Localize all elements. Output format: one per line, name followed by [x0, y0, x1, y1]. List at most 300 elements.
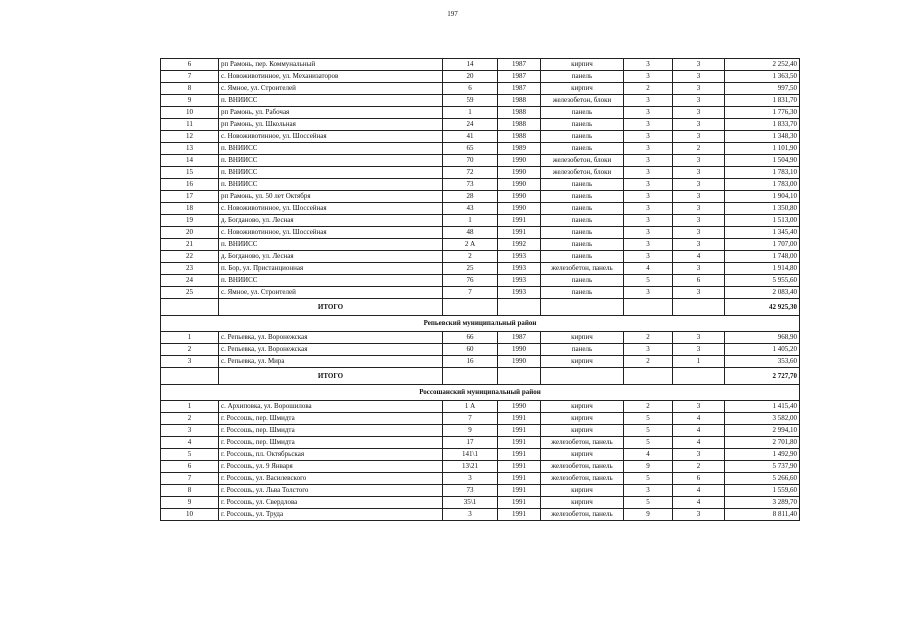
- area-cell: 1 504,90: [725, 155, 800, 167]
- address-cell: г. Россошь, ул. Василевского: [219, 473, 443, 485]
- area-cell: 1 345,40: [725, 227, 800, 239]
- wall-material-cell: кирпич: [541, 332, 624, 344]
- total-empty-cell: [443, 299, 498, 316]
- house-number-cell: 20: [443, 71, 498, 83]
- floors-count-cell: 3: [624, 167, 673, 179]
- area-cell: 1 783,10: [725, 167, 800, 179]
- district-header-row: [161, 316, 800, 332]
- row-number-cell: 4: [161, 437, 219, 449]
- total-row: [161, 299, 800, 316]
- house-number-cell: 70: [443, 155, 498, 167]
- entrances-count-cell: 3: [673, 107, 725, 119]
- wall-material-cell: панель: [541, 179, 624, 191]
- floors-count-cell: 3: [624, 95, 673, 107]
- wall-material-cell: панель: [541, 344, 624, 356]
- house-number-cell: 48: [443, 227, 498, 239]
- table-row: [161, 59, 800, 71]
- table-row: [161, 332, 800, 344]
- floors-count-cell: 5: [624, 437, 673, 449]
- wall-material-cell: панель: [541, 239, 624, 251]
- area-cell: 1 707,00: [725, 239, 800, 251]
- entrances-count-cell: 3: [673, 131, 725, 143]
- address-cell: рп Рамонь, ул. 50 лет Октября: [219, 191, 443, 203]
- page-number: 197: [447, 10, 458, 18]
- area-cell: 1 101,90: [725, 143, 800, 155]
- address-cell: п. ВНИИСС: [219, 155, 443, 167]
- area-cell: 1 776,30: [725, 107, 800, 119]
- entrances-count-cell: 4: [673, 437, 725, 449]
- address-cell: г. Россошь, пер. Шмидта: [219, 425, 443, 437]
- floors-count-cell: 3: [624, 287, 673, 299]
- row-number-cell: 22: [161, 251, 219, 263]
- year-built-cell: 1990: [498, 356, 541, 368]
- row-number-cell: 1: [161, 332, 219, 344]
- row-number-cell: 12: [161, 131, 219, 143]
- floors-count-cell: 3: [624, 227, 673, 239]
- table-row: [161, 83, 800, 95]
- row-number-cell: 23: [161, 263, 219, 275]
- area-cell: 353,60: [725, 356, 800, 368]
- entrances-count-cell: 3: [673, 119, 725, 131]
- floors-count-cell: 3: [624, 107, 673, 119]
- entrances-count-cell: 4: [673, 413, 725, 425]
- row-number-cell: 5: [161, 449, 219, 461]
- year-built-cell: 1988: [498, 107, 541, 119]
- area-cell: 1 415,40: [725, 401, 800, 413]
- area-cell: 3 289,70: [725, 497, 800, 509]
- row-number-cell: 19: [161, 215, 219, 227]
- wall-material-cell: железобетон, панель: [541, 509, 624, 521]
- table-row: [161, 437, 800, 449]
- house-number-cell: 7: [443, 413, 498, 425]
- table-row: [161, 107, 800, 119]
- house-number-cell: 73: [443, 179, 498, 191]
- wall-material-cell: кирпич: [541, 356, 624, 368]
- entrances-count-cell: 4: [673, 485, 725, 497]
- entrances-count-cell: 6: [673, 275, 725, 287]
- house-number-cell: 43: [443, 203, 498, 215]
- table-row: [161, 263, 800, 275]
- table-row: [161, 95, 800, 107]
- district-header-row: [161, 385, 800, 401]
- table-row: [161, 191, 800, 203]
- table-row: [161, 203, 800, 215]
- total-value: 2 727,70: [725, 368, 800, 385]
- row-number-cell: 18: [161, 203, 219, 215]
- table-row: [161, 143, 800, 155]
- row-number-cell: 24: [161, 275, 219, 287]
- floors-count-cell: 3: [624, 191, 673, 203]
- house-number-cell: 2: [443, 251, 498, 263]
- floors-count-cell: 9: [624, 509, 673, 521]
- floors-count-cell: 3: [624, 131, 673, 143]
- entrances-count-cell: 3: [673, 227, 725, 239]
- entrances-count-cell: 3: [673, 203, 725, 215]
- year-built-cell: 1991: [498, 497, 541, 509]
- wall-material-cell: железобетон, панель: [541, 461, 624, 473]
- house-number-cell: 59: [443, 95, 498, 107]
- table-row: [161, 485, 800, 497]
- address-cell: п. ВНИИСС: [219, 143, 443, 155]
- area-cell: 1 833,70: [725, 119, 800, 131]
- address-cell: рп Рамонь, пер. Коммунальный: [219, 59, 443, 71]
- floors-count-cell: 9: [624, 461, 673, 473]
- row-number-cell: 6: [161, 59, 219, 71]
- wall-material-cell: кирпич: [541, 449, 624, 461]
- entrances-count-cell: 3: [673, 83, 725, 95]
- row-number-cell: 6: [161, 461, 219, 473]
- table-row: [161, 167, 800, 179]
- address-cell: с. Новоживотинное, ул. Механизаторов: [219, 71, 443, 83]
- row-number-cell: 20: [161, 227, 219, 239]
- district-name: Репьевский муниципальный район: [161, 316, 800, 332]
- wall-material-cell: панель: [541, 215, 624, 227]
- area-cell: 8 811,40: [725, 509, 800, 521]
- entrances-count-cell: 3: [673, 509, 725, 521]
- house-number-cell: 76: [443, 275, 498, 287]
- address-cell: г. Россошь, ул. 9 Января: [219, 461, 443, 473]
- total-empty-cell: [624, 368, 673, 385]
- area-cell: 2 701,80: [725, 437, 800, 449]
- house-number-cell: 73: [443, 485, 498, 497]
- wall-material-cell: железобетон, панель: [541, 437, 624, 449]
- address-cell: с. Ямное, ул. Строителей: [219, 83, 443, 95]
- wall-material-cell: железобетон, панель: [541, 263, 624, 275]
- area-cell: 5 955,60: [725, 275, 800, 287]
- entrances-count-cell: 3: [673, 239, 725, 251]
- address-cell: рп Рамонь, ул. Школьная: [219, 119, 443, 131]
- year-built-cell: 1993: [498, 275, 541, 287]
- area-cell: 2 252,40: [725, 59, 800, 71]
- area-cell: 1 405,20: [725, 344, 800, 356]
- wall-material-cell: панель: [541, 191, 624, 203]
- year-built-cell: 1993: [498, 251, 541, 263]
- year-built-cell: 1991: [498, 485, 541, 497]
- year-built-cell: 1993: [498, 263, 541, 275]
- area-cell: 1 559,60: [725, 485, 800, 497]
- year-built-cell: 1987: [498, 59, 541, 71]
- entrances-count-cell: 3: [673, 179, 725, 191]
- entrances-count-cell: 3: [673, 287, 725, 299]
- table-row: [161, 356, 800, 368]
- area-cell: 5 737,90: [725, 461, 800, 473]
- floors-count-cell: 5: [624, 497, 673, 509]
- entrances-count-cell: 3: [673, 215, 725, 227]
- house-number-cell: 9: [443, 425, 498, 437]
- wall-material-cell: железобетон, блоки: [541, 167, 624, 179]
- row-number-cell: 3: [161, 425, 219, 437]
- row-number-cell: 8: [161, 485, 219, 497]
- total-empty-cell: [498, 299, 541, 316]
- table-row: [161, 275, 800, 287]
- row-number-cell: 16: [161, 179, 219, 191]
- table-row: [161, 119, 800, 131]
- entrances-count-cell: 3: [673, 449, 725, 461]
- row-number-cell: 25: [161, 287, 219, 299]
- house-number-cell: 60: [443, 344, 498, 356]
- entrances-count-cell: 3: [673, 155, 725, 167]
- entrances-count-cell: 3: [673, 332, 725, 344]
- table-row: [161, 425, 800, 437]
- house-number-cell: 66: [443, 332, 498, 344]
- area-cell: 1 914,80: [725, 263, 800, 275]
- row-number-cell: 13: [161, 143, 219, 155]
- area-cell: 1 363,50: [725, 71, 800, 83]
- house-number-cell: 35\1: [443, 497, 498, 509]
- area-cell: 968,90: [725, 332, 800, 344]
- house-number-cell: 41: [443, 131, 498, 143]
- row-number-cell: 9: [161, 497, 219, 509]
- row-number-cell: 11: [161, 119, 219, 131]
- wall-material-cell: железобетон, блоки: [541, 155, 624, 167]
- house-number-cell: 7: [443, 287, 498, 299]
- house-number-cell: 14: [443, 59, 498, 71]
- address-cell: с. Новоживотинное, ул. Шоссейная: [219, 227, 443, 239]
- entrances-count-cell: 3: [673, 344, 725, 356]
- year-built-cell: 1990: [498, 191, 541, 203]
- entrances-count-cell: 4: [673, 497, 725, 509]
- total-empty-cell: [673, 368, 725, 385]
- table-row: [161, 449, 800, 461]
- wall-material-cell: кирпич: [541, 485, 624, 497]
- address-cell: с. Новоживотинное, ул. Шоссейная: [219, 203, 443, 215]
- floors-count-cell: 5: [624, 413, 673, 425]
- row-number-cell: 1: [161, 401, 219, 413]
- address-cell: п. ВНИИСС: [219, 167, 443, 179]
- area-cell: 3 582,00: [725, 413, 800, 425]
- floors-count-cell: 3: [624, 215, 673, 227]
- area-cell: 1 748,00: [725, 251, 800, 263]
- address-cell: г. Россошь, ул. Труда: [219, 509, 443, 521]
- wall-material-cell: кирпич: [541, 425, 624, 437]
- address-cell: г. Россошь, пл. Октябрьская: [219, 449, 443, 461]
- row-number-cell: 7: [161, 473, 219, 485]
- district-name: Россошанский муниципальный район: [161, 385, 800, 401]
- table-row: [161, 287, 800, 299]
- table-row: [161, 497, 800, 509]
- house-number-cell: 17: [443, 437, 498, 449]
- entrances-count-cell: 4: [673, 425, 725, 437]
- wall-material-cell: панель: [541, 131, 624, 143]
- total-empty-cell: [673, 299, 725, 316]
- floors-count-cell: 2: [624, 401, 673, 413]
- wall-material-cell: панель: [541, 251, 624, 263]
- year-built-cell: 1991: [498, 413, 541, 425]
- total-empty-cell: [161, 299, 219, 316]
- row-number-cell: 17: [161, 191, 219, 203]
- total-empty-cell: [541, 368, 624, 385]
- row-number-cell: 2: [161, 344, 219, 356]
- area-cell: 2 994,10: [725, 425, 800, 437]
- total-empty-cell: [161, 368, 219, 385]
- floors-count-cell: 3: [624, 71, 673, 83]
- year-built-cell: 1991: [498, 449, 541, 461]
- total-empty-cell: [624, 299, 673, 316]
- address-cell: рп Рамонь, ул. Рабочая: [219, 107, 443, 119]
- house-number-cell: 1: [443, 215, 498, 227]
- floors-count-cell: 2: [624, 356, 673, 368]
- floors-count-cell: 3: [624, 179, 673, 191]
- floors-count-cell: 5: [624, 425, 673, 437]
- house-number-cell: 1 А: [443, 401, 498, 413]
- house-number-cell: 24: [443, 119, 498, 131]
- table-row: [161, 131, 800, 143]
- row-number-cell: 8: [161, 83, 219, 95]
- entrances-count-cell: 4: [673, 251, 725, 263]
- table-row: [161, 215, 800, 227]
- area-cell: 2 083,40: [725, 287, 800, 299]
- area-cell: 997,50: [725, 83, 800, 95]
- floors-count-cell: 3: [624, 119, 673, 131]
- entrances-count-cell: 3: [673, 59, 725, 71]
- wall-material-cell: панель: [541, 71, 624, 83]
- year-built-cell: 1991: [498, 473, 541, 485]
- address-cell: с. Новоживотинное, ул. Шоссейная: [219, 131, 443, 143]
- house-number-cell: 141\1: [443, 449, 498, 461]
- table-row: [161, 344, 800, 356]
- entrances-count-cell: 3: [673, 71, 725, 83]
- wall-material-cell: кирпич: [541, 497, 624, 509]
- area-cell: 1 904,10: [725, 191, 800, 203]
- house-number-cell: 1: [443, 107, 498, 119]
- year-built-cell: 1988: [498, 131, 541, 143]
- area-cell: 1 350,80: [725, 203, 800, 215]
- floors-count-cell: 3: [624, 251, 673, 263]
- total-empty-cell: [498, 368, 541, 385]
- wall-material-cell: железобетон, блоки: [541, 95, 624, 107]
- address-cell: с. Репьевка, ул. Мира: [219, 356, 443, 368]
- year-built-cell: 1988: [498, 95, 541, 107]
- table-row: [161, 401, 800, 413]
- entrances-count-cell: 3: [673, 263, 725, 275]
- total-label: ИТОГО: [219, 299, 443, 316]
- address-cell: д. Богданово, ул. Лесная: [219, 215, 443, 227]
- year-built-cell: 1991: [498, 437, 541, 449]
- address-cell: с. Архиповка, ул. Ворошилова: [219, 401, 443, 413]
- wall-material-cell: панель: [541, 203, 624, 215]
- row-number-cell: 9: [161, 95, 219, 107]
- year-built-cell: 1991: [498, 425, 541, 437]
- house-number-cell: 3: [443, 473, 498, 485]
- table-row: [161, 461, 800, 473]
- floors-count-cell: 3: [624, 155, 673, 167]
- area-cell: 1 513,00: [725, 215, 800, 227]
- address-cell: г. Россошь, пер. Шмидта: [219, 437, 443, 449]
- entrances-count-cell: 2: [673, 461, 725, 473]
- year-built-cell: 1987: [498, 71, 541, 83]
- address-cell: г. Россошь, ул. Льва Толстого: [219, 485, 443, 497]
- total-empty-cell: [443, 368, 498, 385]
- row-number-cell: 3: [161, 356, 219, 368]
- table-row: [161, 239, 800, 251]
- floors-count-cell: 3: [624, 239, 673, 251]
- entrances-count-cell: 3: [673, 191, 725, 203]
- wall-material-cell: панель: [541, 227, 624, 239]
- row-number-cell: 7: [161, 71, 219, 83]
- address-cell: г. Россошь, ул. Свердлова: [219, 497, 443, 509]
- address-cell: п. ВНИИСС: [219, 275, 443, 287]
- year-built-cell: 1990: [498, 344, 541, 356]
- wall-material-cell: кирпич: [541, 83, 624, 95]
- floors-count-cell: 2: [624, 83, 673, 95]
- address-cell: д. Богданово, ул. Лесная: [219, 251, 443, 263]
- area-cell: 1 831,70: [725, 95, 800, 107]
- row-number-cell: 21: [161, 239, 219, 251]
- entrances-count-cell: 6: [673, 473, 725, 485]
- total-value: 42 925,30: [725, 299, 800, 316]
- year-built-cell: 1988: [498, 119, 541, 131]
- year-built-cell: 1991: [498, 227, 541, 239]
- address-cell: с. Ямное, ул. Строителей: [219, 287, 443, 299]
- wall-material-cell: панель: [541, 143, 624, 155]
- wall-material-cell: кирпич: [541, 401, 624, 413]
- table-row: [161, 509, 800, 521]
- year-built-cell: 1991: [498, 461, 541, 473]
- year-built-cell: 1992: [498, 239, 541, 251]
- floors-count-cell: 5: [624, 275, 673, 287]
- wall-material-cell: панель: [541, 287, 624, 299]
- year-built-cell: 1987: [498, 83, 541, 95]
- house-number-cell: 72: [443, 167, 498, 179]
- area-cell: 1 348,30: [725, 131, 800, 143]
- year-built-cell: 1990: [498, 203, 541, 215]
- house-number-cell: 16: [443, 356, 498, 368]
- address-cell: п. ВНИИСС: [219, 179, 443, 191]
- total-row: [161, 368, 800, 385]
- floors-count-cell: 3: [624, 344, 673, 356]
- house-number-cell: 2 А: [443, 239, 498, 251]
- wall-material-cell: железобетон, панель: [541, 473, 624, 485]
- table-row: [161, 179, 800, 191]
- year-built-cell: 1993: [498, 287, 541, 299]
- area-cell: 1 492,90: [725, 449, 800, 461]
- address-cell: с. Репьевка, ул. Воронежская: [219, 332, 443, 344]
- year-built-cell: 1990: [498, 155, 541, 167]
- row-number-cell: 10: [161, 107, 219, 119]
- total-empty-cell: [541, 299, 624, 316]
- year-built-cell: 1987: [498, 332, 541, 344]
- floors-count-cell: 3: [624, 59, 673, 71]
- house-number-cell: 28: [443, 191, 498, 203]
- wall-material-cell: панель: [541, 275, 624, 287]
- house-number-cell: 3: [443, 509, 498, 521]
- entrances-count-cell: 3: [673, 95, 725, 107]
- floors-count-cell: 3: [624, 143, 673, 155]
- table-row: [161, 251, 800, 263]
- wall-material-cell: панель: [541, 119, 624, 131]
- table-row: [161, 473, 800, 485]
- year-built-cell: 1989: [498, 143, 541, 155]
- house-number-cell: 6: [443, 83, 498, 95]
- wall-material-cell: кирпич: [541, 59, 624, 71]
- row-number-cell: 14: [161, 155, 219, 167]
- area-cell: 5 266,60: [725, 473, 800, 485]
- housing-registry-table: [160, 58, 800, 521]
- wall-material-cell: панель: [541, 107, 624, 119]
- year-built-cell: 1991: [498, 509, 541, 521]
- area-cell: 1 783,00: [725, 179, 800, 191]
- house-number-cell: 25: [443, 263, 498, 275]
- year-built-cell: 1990: [498, 179, 541, 191]
- floors-count-cell: 4: [624, 449, 673, 461]
- floors-count-cell: 2: [624, 332, 673, 344]
- floors-count-cell: 5: [624, 473, 673, 485]
- floors-count-cell: 3: [624, 203, 673, 215]
- table-row: [161, 71, 800, 83]
- address-cell: с. Репьевка, ул. Воронежская: [219, 344, 443, 356]
- row-number-cell: 15: [161, 167, 219, 179]
- total-label: ИТОГО: [219, 368, 443, 385]
